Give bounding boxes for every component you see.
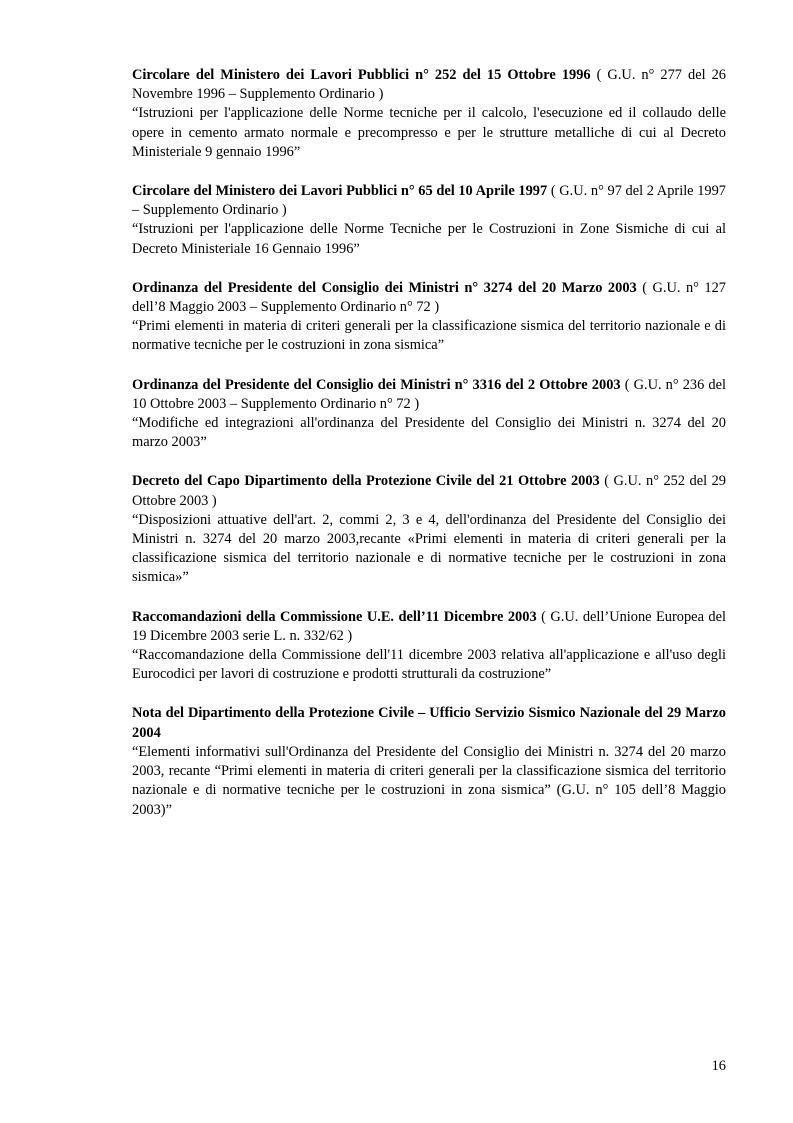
reference-list [132,66,726,840]
entry-description: “Modifiche ed integrazioni all'ordinanza del Presidente del Consiglio dei Ministri n. 3274 del 20 marzo 2003” [132,415,726,451]
entry-gazette-ref: ( G.U. n° 127 dell’8 Maggio 2003 – Supplemento Ordinario n° 72 ) [132,279,726,316]
entry-description: “Istruzioni per l'applicazione delle Norme Tecniche per le Costruzioni in Zone Sismiche di cui al Decreto Ministeriale 16 Gennaio 1996” [132,221,726,257]
entry-description: “Raccomandazione della Commissione dell'11 dicembre 2003 relativa all'applicazione e all'uso degli Eurocodici per lavori di costruzione e prodotti strutturali da costruzione” [132,647,726,683]
reference-entry [132,376,726,453]
entry-description: “Primi elementi in materia di criteri generali per la classificazione sismica del territorio nazionale e di normative tecniche per le costruzioni in zona sismica” [132,318,726,354]
entry-gazette-ref: ( G.U. n° 97 del 2 Aprile 1997 – Supplemento Ordinario ) [132,183,726,219]
reference-entry [132,182,726,259]
reference-entry [132,279,726,356]
entry-gazette-ref: ( G.U. n° 252 del 29 Ottobre 2003 ) [132,473,726,509]
reference-entry [132,608,726,685]
reference-entry [132,704,726,819]
reference-entry [132,66,726,162]
entry-heading: Circolare del Ministero dei Lavori Pubblici n° 252 del 15 Ottobre 1996 [132,67,591,83]
entry-description: “Elementi informativi sull'Ordinanza del Presidente del Consiglio dei Ministri n. 3274 del 20 marzo 2003, recante “Primi elementi in materia di criteri generali per la classificazione sismica del territorio nazionale e di normative tecniche per le costruzioni in zona sismica” (G.U. n° 105 dell’8 Maggio 2003)” [132,743,726,818]
entry-description: “Disposizioni attuative dell'art. 2, commi 2, 3 e 4, dell'ordinanza del Presidente del Consiglio dei Ministri n. 3274 del 20 marzo 2003,recante «Primi elementi in materia di criteri generali per la classificazione sismica del territorio nazionale e di normative tecniche per le costruzioni in zona sismica»” [132,511,726,586]
entry-gazette-ref: ( G.U. n° 277 del 26 Novembre 1996 – Supplemento Ordinario ) [132,67,726,103]
entry-heading: Circolare del Ministero dei Lavori Pubblici n° 65 del 10 Aprile 1997 [132,183,548,200]
page-number: 16 [711,1058,726,1074]
reference-entry [132,472,726,587]
entry-description: “Istruzioni per l'applicazione delle Norme tecniche per il calcolo, l'esecuzione ed il collaudo delle opere in cemento armato normale e precompresso e per le strutture metalliche di cui al Decreto Ministeriale 9 gennaio 1996” [132,105,726,160]
entry-heading: Decreto del Capo Dipartimento della Protezione Civile del 21 Ottobre 2003 [132,473,600,490]
entry-heading: Ordinanza del Presidente del Consiglio dei Ministri n° 3316 del 2 Ottobre 2003 [132,376,621,393]
entry-gazette-ref: ( G.U. dell’Unione Europea del 19 Dicembre 2003 serie L. n. 332/62 ) [132,608,727,644]
entry-gazette-ref: ( G.U. n° 236 del 10 Ottobre 2003 – Supplemento Ordinario n° 72 ) [132,376,726,412]
entry-heading: Raccomandazioni della Commissione U.E. dell’11 Dicembre 2003 [132,608,537,625]
entry-heading: Nota del Dipartimento della Protezione Civile – Ufficio Servizio Sismico Nazionale del 29 Marzo 2004 [132,705,726,741]
entry-heading: Ordinanza del Presidente del Consiglio dei Ministri n° 3274 del 20 Marzo 2003 [132,279,637,296]
